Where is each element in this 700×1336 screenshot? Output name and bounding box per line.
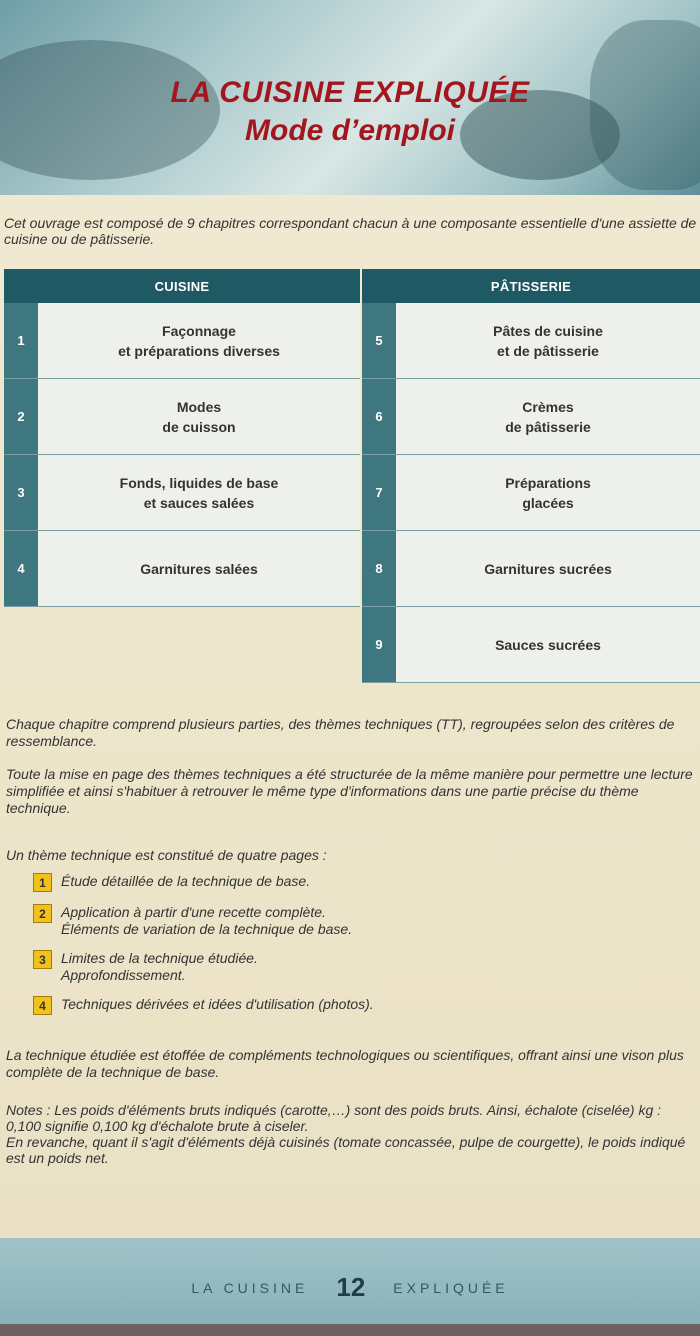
paragraph-four-pages: Un thème technique est constitué de quatre pages :	[6, 847, 327, 863]
patisserie-header: PÂTISSERIE	[362, 269, 700, 303]
steps-list	[33, 873, 693, 1027]
cuisine-header: CUISINE	[4, 269, 360, 303]
table-row	[362, 455, 700, 531]
chapter-number: 6	[362, 379, 396, 454]
chapter-number: 2	[4, 379, 38, 454]
list-item	[33, 996, 693, 1015]
patisserie-table	[362, 269, 700, 683]
header-banner	[0, 0, 700, 195]
chapter-label: Sauces sucrées	[396, 607, 700, 682]
chapter-number: 1	[4, 303, 38, 378]
chapter-number: 4	[4, 531, 38, 606]
chapter-label: Garnitures salées	[38, 531, 360, 606]
paragraph-chapters: Chaque chapitre comprend plusieurs parties, des thèmes techniques (TT), regroupées selon des critères de ressemblance.	[6, 716, 675, 749]
footer-word-right: EXPLIQUÉE	[393, 1279, 509, 1296]
chapter-label: Garnitures sucrées	[396, 531, 700, 606]
table-row	[362, 531, 700, 607]
list-item	[33, 904, 693, 938]
table-row	[362, 607, 700, 683]
table-row	[4, 531, 360, 607]
cuisine-table	[4, 269, 360, 607]
paragraph-complements: La technique étudiée est étoffée de compléments technologiques ou scientifiques, offrant ainsi une vison plus complète de la technique de base.	[6, 1047, 684, 1080]
step-number-badge: 3	[33, 950, 52, 969]
chapter-label: Façonnage et préparations diverses	[38, 303, 360, 378]
chapter-number: 7	[362, 455, 396, 530]
footer-strip	[0, 1324, 700, 1336]
chapter-label: Crèmes de pâtisserie	[396, 379, 700, 454]
table-row	[362, 379, 700, 455]
page-title: LA CUISINE EXPLIQUÉE	[170, 76, 530, 109]
chapter-number: 3	[4, 455, 38, 530]
chapter-label: Modes de cuisson	[38, 379, 360, 454]
table-row	[4, 455, 360, 531]
page-number: 12	[336, 1272, 366, 1302]
banner-photo-shape	[0, 40, 220, 180]
intro-text: Cet ouvrage est composé de 9 chapitres correspondant chacun à une composante essentielle d'une assiette de cuisine ou de pâtisserie.	[4, 215, 697, 247]
chapter-number: 9	[362, 607, 396, 682]
table-row	[4, 303, 360, 379]
notes-text: Notes : Les poids d'éléments bruts indiqués (carotte,…) sont des poids bruts. Ainsi, échalote (ciselée) kg : 0,100 signifie 0,100 kg d'échalote brute à ciseler. En revanche, quant il s'agit d'éléments déjà cuisinés (tomate concassée, pulpe de courgette), le poids indiqué est un poids net.	[6, 1102, 686, 1166]
paragraph-layout: Toute la mise en page des thèmes techniques a été structurée de la même manière pour permettre une lecture simplifiée et ainsi s'habituer à retrouver le même type d'informations dans une partie précise du thème technique.	[6, 766, 693, 816]
step-number-badge: 1	[33, 873, 52, 892]
page-subtitle: Mode d’emploi	[245, 114, 455, 147]
step-number-badge: 4	[33, 996, 52, 1015]
chapter-number: 8	[362, 531, 396, 606]
step-text: Techniques dérivées et idées d'utilisation (photos).	[61, 996, 374, 1012]
footer-content	[0, 1272, 700, 1303]
chapter-label: Préparations glacées	[396, 455, 700, 530]
table-row	[362, 303, 700, 379]
step-text: Limites de la technique étudiée. Approfondissement.	[61, 950, 258, 983]
list-item	[33, 950, 693, 984]
step-text: Application à partir d'une recette complète. Éléments de variation de la technique de base.	[61, 904, 353, 937]
list-item	[33, 873, 693, 892]
chapter-label: Fonds, liquides de base et sauces salées	[38, 455, 360, 530]
chapter-number: 5	[362, 303, 396, 378]
chapter-label: Pâtes de cuisine et de pâtisserie	[396, 303, 700, 378]
table-row	[4, 379, 360, 455]
page-footer	[0, 1238, 700, 1336]
step-number-badge: 2	[33, 904, 52, 923]
footer-word-left: LA CUISINE	[191, 1279, 309, 1296]
step-text: Étude détaillée de la technique de base.	[61, 873, 311, 889]
